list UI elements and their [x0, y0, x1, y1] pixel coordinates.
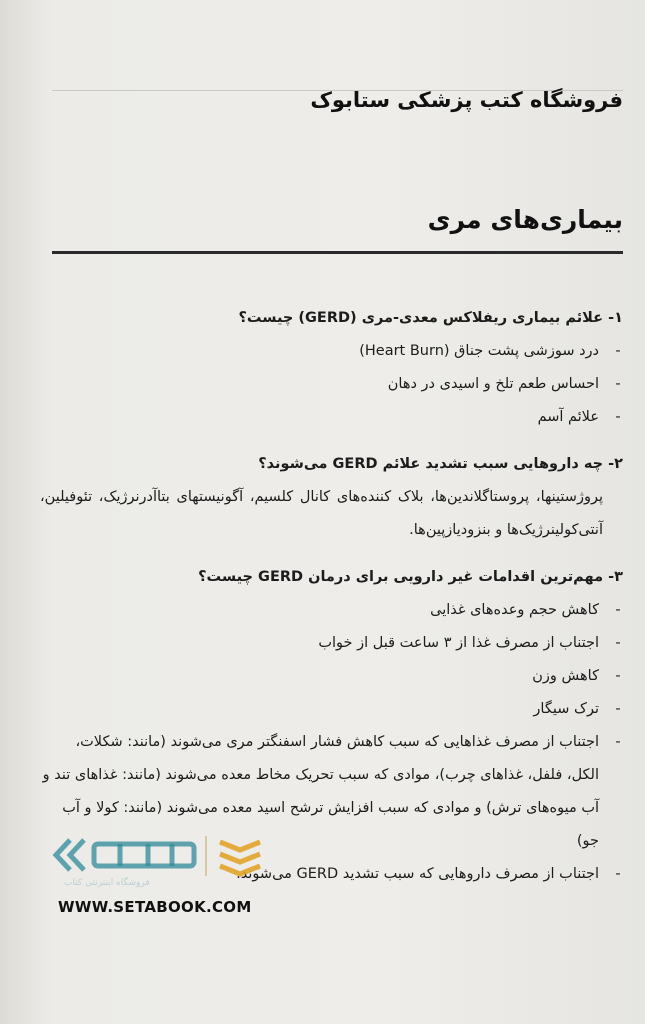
list-item: - درد سوزشی پشت جناق (Heart Burn) [359, 343, 621, 359]
list-item: - اجتناب از مصرف غذاهایی که سبب کاهش فشار اسفنگتر مری می‌شوند (مانند: شکلات، الکل، فلفل، غذاهای چرب)، موادی که سبب تحریک مخاط معده می‌شوند (مانند: غذاهای تند و آب میوه‌های ترش) و موادی که سبب افزایش ترشح اسید معده می‌شوند (مانند: کولا و آب جو) [42, 734, 621, 849]
list-item: - احساس طعم تلخ و اسیدی در دهان [387, 376, 621, 392]
setabook-logo-icon [50, 830, 275, 880]
list-item: - اجتناب از مصرف داروهایی که سبب تشدید GERD می‌شوند. [236, 866, 621, 882]
list-item: - کاهش حجم وعده‌های غذایی [430, 602, 621, 618]
store-title: فروشگاه کتب پزشکی ستابوک [310, 88, 623, 112]
chapter-title: بیماری‌های مری [427, 205, 623, 234]
setabook-logo [50, 830, 275, 894]
logo-tagline: فروشگاه اینترنتی کتاب [64, 878, 150, 888]
list-item: - اجتناب از مصرف غذا از ۳ ساعت قبل از خواب [318, 635, 621, 651]
question-1: ۱- علائم بیماری ریفلاکس معدی-مری (GERD) چیست؟ [238, 310, 623, 326]
question-2: ۲- چه داروهایی سبب تشدید علائم GERD می‌شوند؟ [258, 456, 623, 472]
list-item: - علائم آسم [537, 409, 621, 425]
list-item: - کاهش وزن [532, 668, 621, 684]
list-item: - ترک سیگار [533, 701, 621, 717]
page-content [40, 302, 623, 891]
question-3: ۳- مهم‌ترین اقدامات غیر دارویی برای درمان GERD چیست؟ [198, 569, 623, 585]
website-url: WWW.SETABOOK.COM [58, 898, 252, 916]
chapter-rule [52, 251, 623, 254]
answer-paragraph: پروژستینها، پروستاگلاندین‌ها، بلاک کننده‌های کانال کلسیم، آگونیستهای بتاآدرنرژیک، تئوفیلین، آنتی‌کولینرژیک‌ها و بنزودیازپین‌ها. [40, 489, 603, 538]
